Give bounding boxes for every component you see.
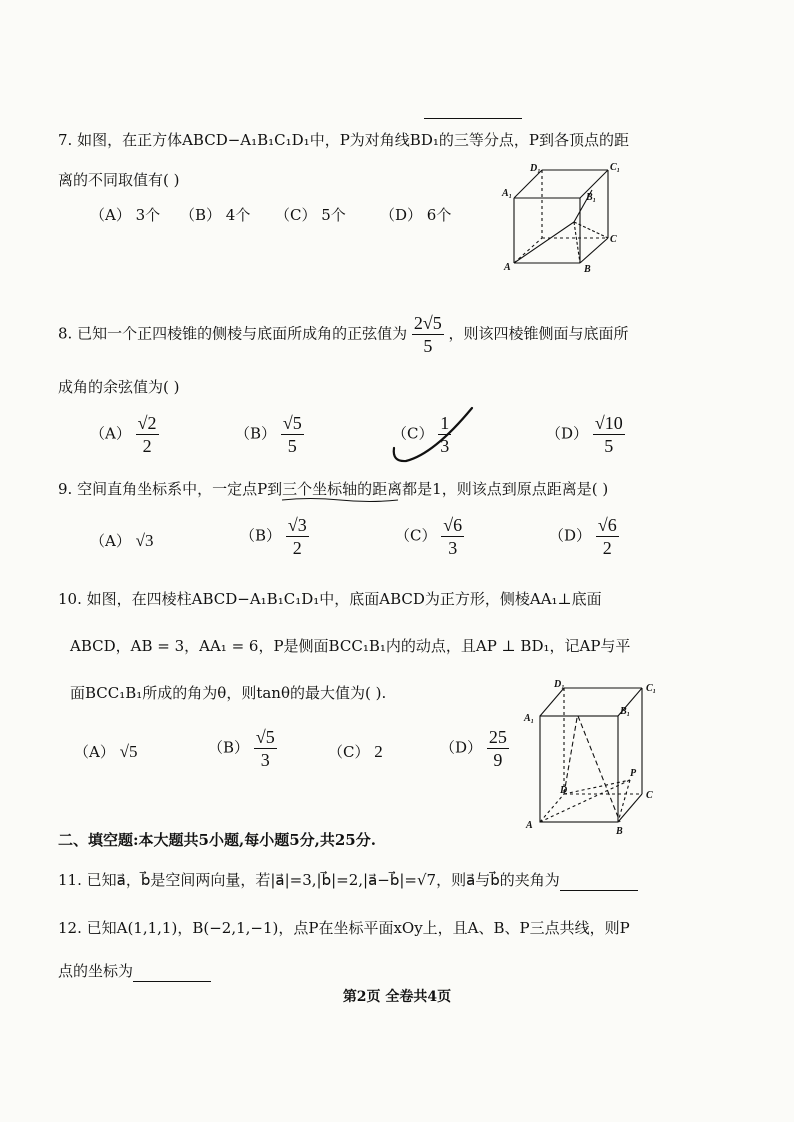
q10-fig-label-c1: C₁	[646, 683, 657, 694]
q8-option-a-den: 2	[142, 436, 152, 456]
q8-option-d-num: √10	[594, 413, 623, 433]
q10-option-d-label: （D）	[440, 738, 483, 757]
q8-line1	[58, 312, 629, 357]
q7-fig-label-b1: B₁	[586, 192, 597, 203]
q10-option-c-label: （C）	[328, 743, 370, 761]
q8-sine-fraction	[412, 312, 444, 357]
q9-option-d-fraction	[596, 514, 619, 559]
q8-option-b-num: √5	[282, 413, 302, 433]
q12-line1: 12. 已知A(1,1,1)，B(−2,1,−1)，点P在坐标平面xOy上，且A、B、P三点共线，则P	[58, 919, 630, 937]
q10-fig-label-d1: D₁	[554, 679, 565, 690]
q12-line2-text: 点的坐标为	[58, 962, 134, 980]
q7-fig-label-a: A	[504, 262, 511, 273]
q10-fig-label-b1: B₁	[620, 706, 631, 717]
q10-line1: 10. 如图，在四棱柱ABCD−A₁B₁C₁D₁中，底面ABCD为正方形，侧棱AA₁⊥底面	[58, 590, 602, 608]
q7-fig-label-d1: D₁	[530, 163, 541, 174]
q12-answer-blank[interactable]	[133, 961, 211, 982]
q7-option-c: （C） 5个	[275, 206, 346, 224]
q11-line	[58, 870, 638, 891]
q9-line1: 9. 空间直角坐标系中，一定点P到三个坐标轴的距离都是1，则该点到原点距离是( )	[58, 480, 609, 498]
q9-option-b-label: （B）	[240, 526, 282, 545]
q9-option-c	[395, 514, 464, 559]
q10-option-a-label: （A）	[74, 743, 115, 761]
q10-fig-label-a1: A₁	[524, 713, 535, 724]
q7-line1: 7. 如图，在正方体ABCD−A₁B₁C₁D₁中，P为对角线BD₁的三等分点，P到各顶点的距	[58, 131, 629, 149]
q8-option-d-fraction	[593, 412, 625, 457]
q9-option-d-label: （D）	[549, 526, 592, 545]
q9-option-b-num: √3	[287, 515, 307, 535]
q10-fig-label-a: A	[526, 820, 533, 831]
q9-option-c-num: √6	[443, 515, 463, 535]
q8-option-d-label: （D）	[546, 424, 589, 443]
q7-cube-figure	[500, 160, 630, 275]
q7-fig-label-a1: A₁	[502, 188, 513, 199]
q10-option-b-num: √5	[255, 727, 275, 747]
q10-option-b-label: （B）	[208, 738, 250, 757]
q8-sine-denominator: 5	[423, 336, 433, 356]
q9-underline-mark	[280, 496, 400, 504]
q10-option-d	[440, 726, 509, 771]
q7-option-a: （A） 3个	[90, 206, 161, 224]
q10-fig-label-b: B	[616, 826, 623, 836]
q7-fig-label-c: C	[610, 234, 617, 245]
page-footer: 第2页 全卷共4页	[342, 989, 452, 1005]
q8-option-c-den: 3	[440, 436, 450, 456]
q9-option-d-num: √6	[597, 515, 617, 535]
q10-option-c	[328, 742, 383, 762]
q12-line2	[58, 961, 211, 982]
q7-fig-label-b: B	[584, 264, 591, 275]
q10-fig-label-c: C	[646, 790, 653, 801]
q8-option-b	[235, 412, 304, 457]
q9-option-b-fraction	[286, 514, 309, 559]
q10-option-a	[74, 742, 137, 762]
q8-option-a-fraction	[136, 412, 159, 457]
q9-option-c-fraction	[441, 514, 464, 559]
q8-option-c-num: 1	[440, 413, 450, 433]
q7-option-d: （D） 6个	[380, 206, 452, 224]
q8-option-b-fraction	[281, 412, 304, 457]
q8-option-a-num: √2	[137, 413, 157, 433]
q8-option-a	[90, 412, 159, 457]
q10-line3: 面BCC₁B₁所成的角为θ，则tanθ的最大值为( ).	[70, 684, 387, 702]
q7-fig-label-c1: C₁	[610, 162, 621, 173]
handwritten-check-mark	[388, 404, 478, 466]
q7-line2: 离的不同取值有( )	[58, 171, 180, 189]
q9-option-c-label: （C）	[395, 526, 437, 545]
q10-option-a-value: √5	[119, 742, 138, 761]
q8-option-c-label: （C）	[392, 424, 434, 443]
q10-option-d-num: 25	[488, 727, 507, 747]
q8-line2: 成角的余弦值为( )	[58, 378, 180, 396]
q10-fig-label-p: P	[630, 768, 637, 779]
q10-option-d-fraction	[487, 726, 509, 771]
q9-option-a-label: （A）	[90, 532, 131, 550]
q8-line1-pre: 8. 已知一个正四棱锥的侧棱与底面所成角的正弦值为	[58, 324, 408, 343]
q8-sine-numerator: 2√5	[413, 313, 442, 333]
q10-prism-figure	[520, 676, 670, 836]
q9-option-b	[240, 514, 309, 559]
q8-option-d-den: 5	[604, 436, 614, 456]
top-rule	[424, 118, 522, 119]
q10-line2: ABCD，AB = 3，AA₁ = 6，P是侧面BCC₁B₁内的动点，且AP ⊥ BD₁，记AP与平	[70, 637, 631, 655]
q9-option-c-den: 3	[448, 538, 458, 558]
q9-option-d-den: 2	[602, 538, 612, 558]
q10-option-c-value: 2	[374, 742, 383, 761]
section2-heading: 二、填空题:本大题共5小题,每小题5分,共25分.	[58, 831, 376, 849]
q10-option-d-den: 9	[493, 750, 503, 770]
q11-text: 11. 已知a⃗，b⃗是空间两向量，若|a⃗|=3,|b⃗|=2,|a⃗−b⃗|=√7，则a⃗与b⃗的夹角为	[58, 871, 560, 889]
q9-option-d	[549, 514, 619, 559]
q9-option-a	[90, 531, 153, 551]
q10-option-b-fraction	[254, 726, 277, 771]
q9-option-a-value: √3	[135, 531, 154, 550]
q10-fig-label-d: D	[560, 785, 568, 796]
q11-answer-blank[interactable]	[560, 870, 638, 891]
q9-option-b-den: 2	[292, 538, 302, 558]
q8-option-d	[546, 412, 625, 457]
q8-option-a-label: （A）	[90, 424, 131, 443]
q10-option-b-den: 3	[260, 750, 270, 770]
q8-line1-post: ，则该四棱锥侧面与底面所	[448, 324, 629, 343]
q8-option-b-den: 5	[287, 436, 297, 456]
q7-option-b: （B） 4个	[180, 206, 251, 224]
q10-option-b	[208, 726, 277, 771]
q8-option-b-label: （B）	[235, 424, 277, 443]
